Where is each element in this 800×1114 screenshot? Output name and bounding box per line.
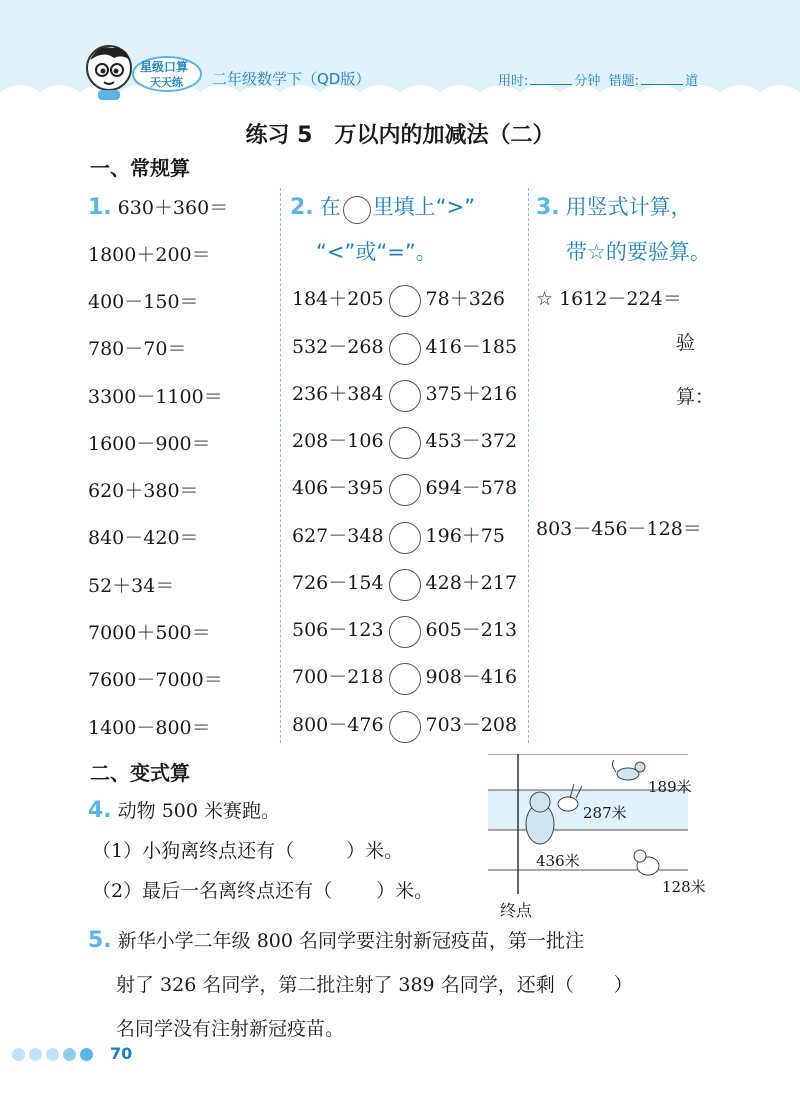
- dot-icon: [29, 1048, 42, 1061]
- q1-item: 1800＋200＝: [88, 244, 211, 266]
- q4-sub1-end: ）米。: [346, 840, 404, 862]
- q1-number: 1.: [88, 195, 112, 220]
- distance-label-cat: 189米: [648, 778, 692, 796]
- dot-icon: [63, 1048, 76, 1061]
- compare-circle[interactable]: [389, 569, 421, 601]
- book-title: 二年级数学下（QD版）: [212, 70, 371, 88]
- dot-icon: [80, 1048, 93, 1061]
- q5-text-1: 新华小学二年级 800 名同学要注射新冠疫苗，第一批注: [117, 930, 585, 952]
- q2-prompt: [290, 191, 475, 224]
- compare-right: 908－416: [425, 666, 518, 688]
- compare-circle[interactable]: [389, 522, 421, 554]
- compare-circle[interactable]: [389, 711, 421, 743]
- compare-circle[interactable]: [389, 285, 421, 317]
- q1-item: 3300－1100＝: [88, 386, 223, 408]
- q4-sub2-text: （2）最后一名离终点还有（: [92, 880, 333, 902]
- q3-prompt: [536, 191, 692, 221]
- compare-left: 627－348: [292, 525, 384, 547]
- q5-text-2-end: ）: [613, 974, 633, 996]
- compare-row: [292, 379, 517, 412]
- compare-left: 236＋384: [292, 383, 384, 405]
- timer-fields: [498, 70, 698, 89]
- page-title: 练习 5 万以内的加减法（二）: [245, 123, 555, 148]
- compare-right: 605－213: [425, 619, 518, 641]
- compare-circle[interactable]: [389, 616, 421, 648]
- q1-item: 620＋380＝: [88, 480, 199, 502]
- error-blank[interactable]: [641, 84, 683, 85]
- compare-left: 506－123: [292, 619, 384, 641]
- compare-right: 703－208: [425, 714, 518, 736]
- q1-item: 840－420＝: [88, 527, 199, 549]
- page-number: 70: [110, 1044, 133, 1063]
- q1-item: 52＋34＝: [88, 575, 175, 597]
- compare-right: 694－578: [425, 477, 518, 499]
- q4-sub1-text: （1）小狗离终点还有（: [92, 840, 295, 862]
- dot-icon: [46, 1048, 59, 1061]
- compare-left: 700－218: [292, 666, 384, 688]
- finish-label: 终点: [500, 901, 533, 920]
- compare-row: [292, 568, 517, 601]
- check-label-a: 验: [676, 332, 696, 354]
- compare-right: 416－185: [425, 336, 518, 358]
- q1-item: 630＋360＝: [117, 197, 229, 219]
- compare-left: 800－476: [292, 714, 384, 736]
- footer-dots: [12, 1046, 97, 1065]
- section-heading-2: 二、变式算: [90, 761, 190, 785]
- compare-row: [292, 615, 517, 648]
- compare-row: [292, 473, 517, 506]
- q2-number: 2.: [290, 195, 314, 220]
- time-unit: 分钟: [574, 74, 601, 89]
- compare-row: [292, 332, 517, 365]
- q4-sub1: [92, 836, 403, 863]
- q1-item: 7000＋500＝: [88, 622, 211, 644]
- check-label-b: 算：: [676, 386, 715, 408]
- q3-item-1: ☆ 1612－224＝: [536, 288, 682, 310]
- compare-circle[interactable]: [389, 474, 421, 506]
- q2-prompt-a: 在: [319, 195, 341, 219]
- brand-line1: 星级口算: [140, 60, 189, 74]
- q1-item: 400－150＝: [88, 291, 199, 313]
- q1-item: 1400－800＝: [88, 717, 211, 739]
- q4-number: 4.: [88, 798, 112, 823]
- error-label: 错题:: [608, 74, 640, 89]
- compare-row: [292, 662, 517, 695]
- compare-row: [292, 521, 505, 554]
- compare-row: [292, 284, 505, 317]
- compare-right: 453－372: [425, 430, 518, 452]
- compare-left: 184＋205: [292, 288, 384, 310]
- q2-prompt-b: 里填上“>”: [372, 195, 476, 219]
- q5-line3: 名同学没有注射新冠疫苗。: [116, 1018, 345, 1040]
- compare-circle[interactable]: [389, 663, 421, 695]
- q1-first: [88, 193, 228, 220]
- compare-left: 532－268: [292, 336, 384, 358]
- error-unit: 道: [685, 74, 699, 89]
- compare-right: 428＋217: [425, 572, 518, 594]
- compare-right: 78＋326: [425, 288, 505, 310]
- circle-icon: [343, 196, 371, 224]
- q1-item: 1600－900＝: [88, 433, 211, 455]
- distance-label-chick: 128米: [662, 878, 706, 894]
- dog-icon: [526, 792, 554, 844]
- q5-number: 5.: [88, 928, 112, 953]
- compare-circle[interactable]: [389, 380, 421, 412]
- q3-item-2: 803－456－128＝: [536, 518, 702, 540]
- distance-label-dog: 287米: [583, 804, 627, 822]
- compare-row: [292, 710, 517, 743]
- q3-prompt-b: 带☆的要验算。: [566, 240, 711, 264]
- time-label: 用时:: [498, 74, 529, 89]
- q5-text-2: 射了 326 名同学，第二批注射了 389 名同学，还剩（: [116, 974, 574, 996]
- chick-icon: [634, 850, 659, 875]
- compare-left: 208－106: [292, 430, 384, 452]
- cat-icon: [612, 760, 645, 780]
- q3-prompt-a: 用竖式计算，: [565, 195, 692, 219]
- section-heading-1: 一、常规算: [90, 156, 190, 180]
- brand-logo: [132, 55, 202, 93]
- compare-circle[interactable]: [389, 427, 421, 459]
- q2-prompt-c: “<”或“=”。: [316, 240, 437, 264]
- race-figure: [488, 754, 720, 894]
- time-blank[interactable]: [530, 84, 572, 85]
- column-divider: [280, 188, 281, 743]
- compare-left: 726－154: [292, 572, 384, 594]
- q1-item: 7600－7000＝: [88, 669, 223, 691]
- q4-sub2: [92, 876, 433, 903]
- distance-label-rabbit: 436米: [536, 852, 580, 870]
- q4-question: 动物 500 米赛跑。: [117, 800, 281, 822]
- q1-item: 780－70＝: [88, 338, 187, 360]
- compare-circle[interactable]: [389, 333, 421, 365]
- q5-line1: [88, 926, 584, 953]
- compare-right: 196＋75: [425, 525, 505, 547]
- column-divider: [528, 188, 529, 743]
- compare-row: [292, 426, 517, 459]
- compare-right: 375＋216: [425, 383, 518, 405]
- q3-number: 3.: [536, 195, 560, 220]
- brand-line2: 天天练: [150, 76, 183, 89]
- q4-sub2-end: ）米。: [376, 880, 434, 902]
- q5-line2: [116, 970, 633, 997]
- compare-left: 406－395: [292, 477, 384, 499]
- mascot-icon: [78, 40, 140, 102]
- dot-icon: [12, 1048, 25, 1061]
- q4-text: [88, 796, 280, 823]
